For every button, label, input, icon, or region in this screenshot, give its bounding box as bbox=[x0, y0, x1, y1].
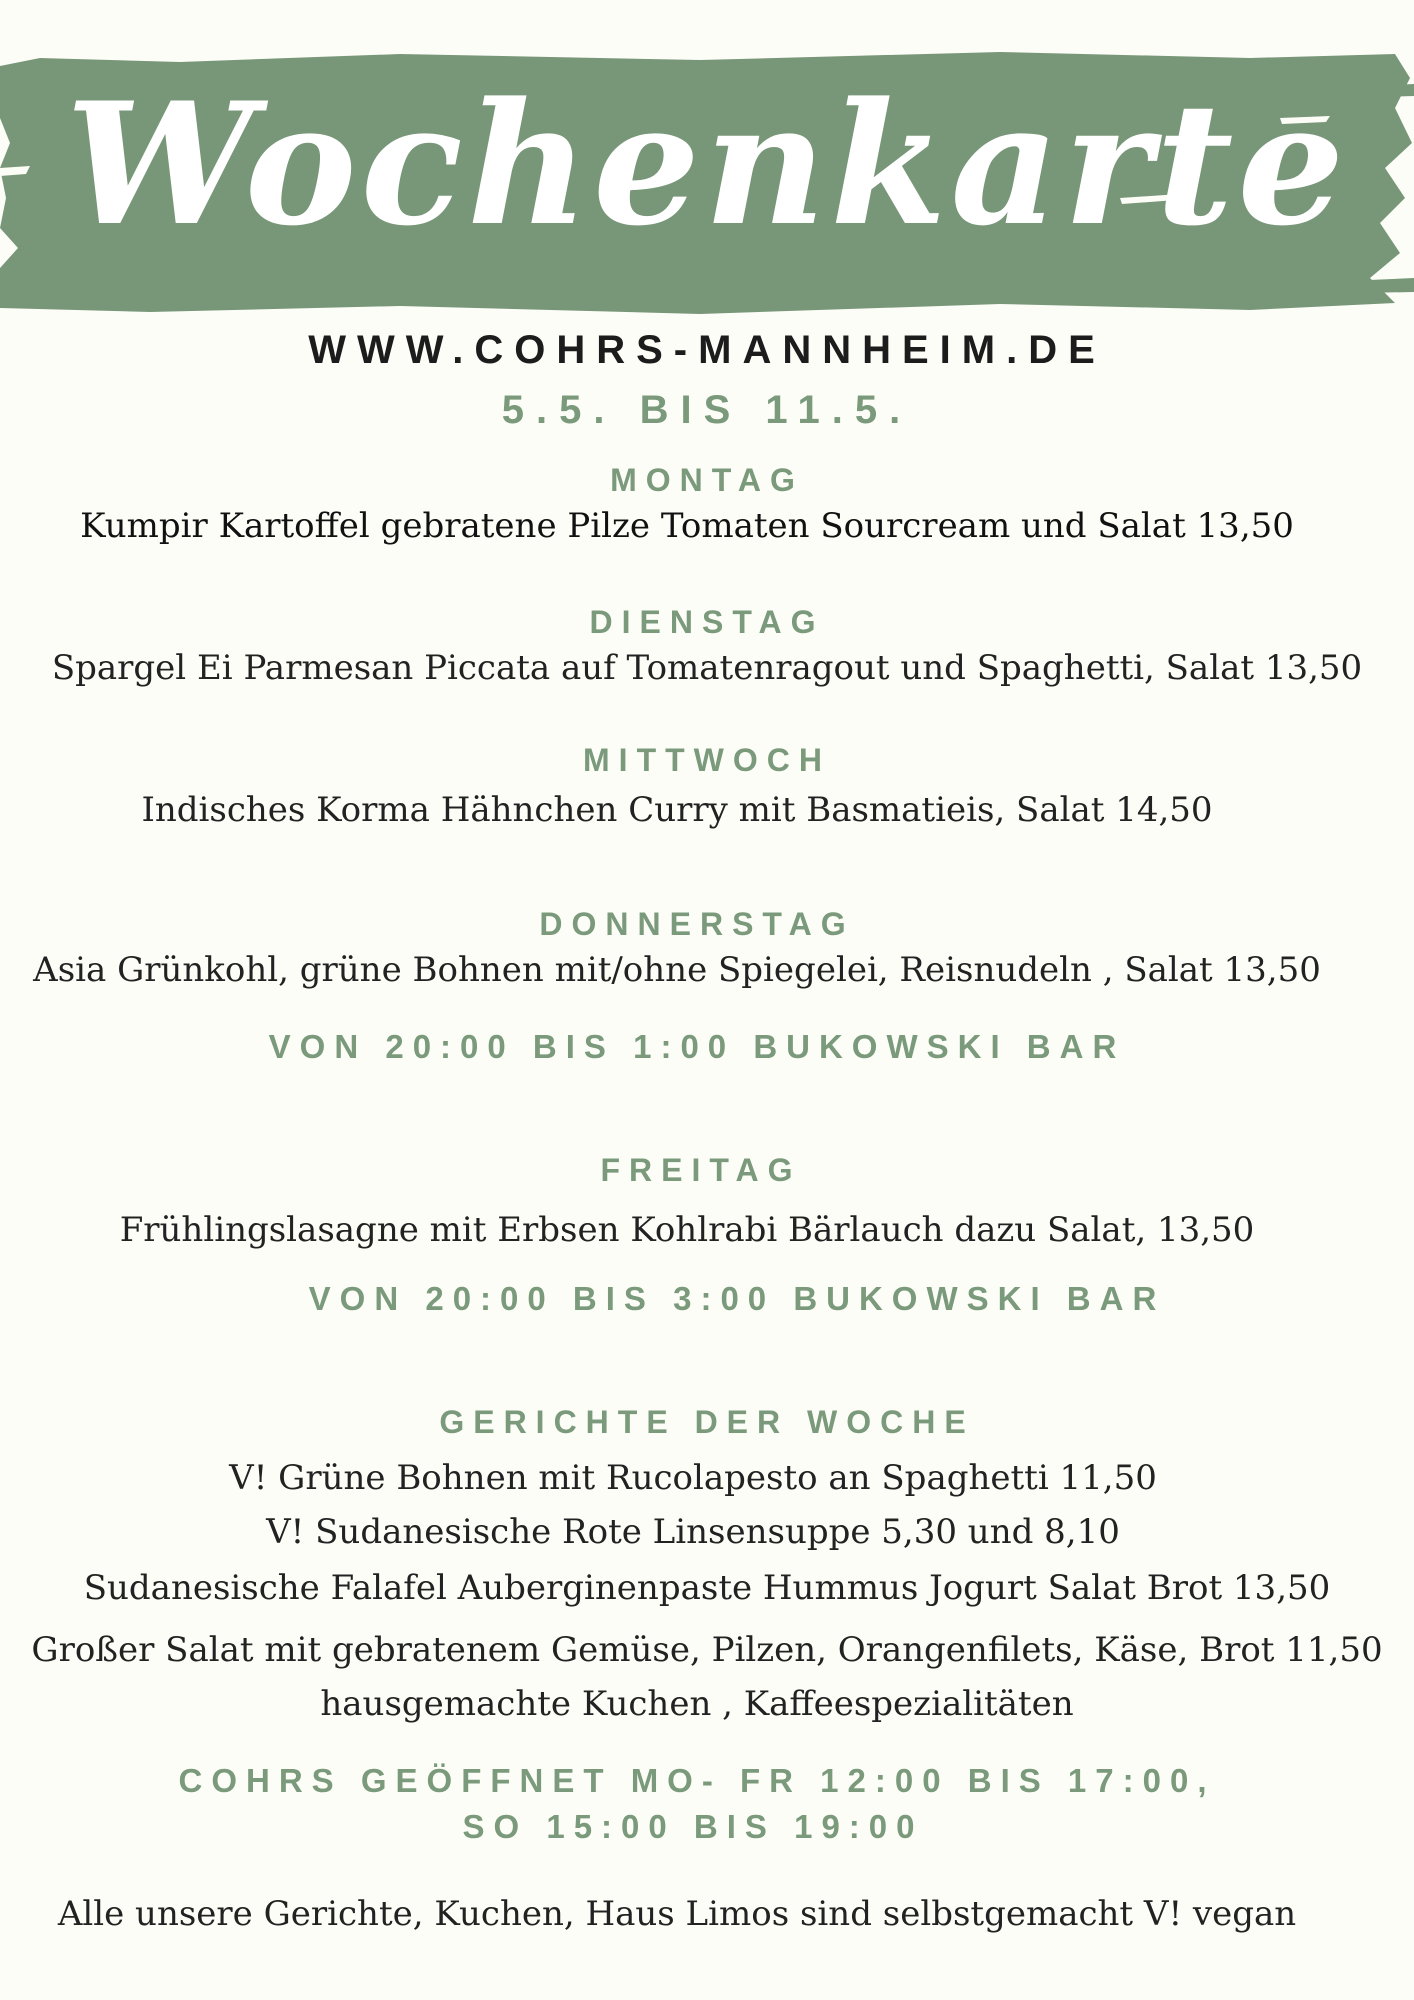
weekly-dish-4: Großer Salat mit gebratenem Gemüse, Pilzen, Orangenfilets, Käse, Brot 11,50 bbox=[31, 1630, 1383, 1670]
footer-note: Alle unsere Gerichte, Kuchen, Haus Limos sind selbstgemacht V! vegan bbox=[57, 1894, 1297, 1934]
weekly-dish-5: hausgemachte Kuchen , Kaffeespezialitäten bbox=[320, 1684, 1074, 1724]
bar-hours-donnerstag: VON 20:00 BIS 1:00 BUKOWSKI BAR bbox=[268, 1028, 1126, 1065]
opening-hours-line2: SO 15:00 BIS 19:00 bbox=[462, 1808, 924, 1845]
bar-hours-freitag: VON 20:00 BIS 3:00 BUKOWSKI BAR bbox=[308, 1280, 1166, 1317]
weekly-dish-2: V! Sudanesische Rote Linsensuppe 5,30 und 8,10 bbox=[266, 1512, 1120, 1552]
day-heading-mittwoch: MITTWOCH bbox=[583, 742, 831, 778]
day-heading-montag: MONTAG bbox=[610, 462, 804, 498]
dish-freitag: Frühlingslasagne mit Erbsen Kohlrabi Bärlauch dazu Salat, 13,50 bbox=[119, 1210, 1255, 1250]
dish-mittwoch: Indisches Korma Hähnchen Curry mit Basmatieis, Salat 14,50 bbox=[141, 790, 1213, 830]
day-heading-freitag: FREITAG bbox=[600, 1152, 802, 1188]
weekly-dish-1: V! Grüne Bohnen mit Rucolapesto an Spaghetti 11,50 bbox=[229, 1458, 1157, 1498]
page-title: Wochenkarte bbox=[65, 65, 1349, 263]
day-heading-donnerstag: DONNERSTAG bbox=[539, 906, 855, 942]
dish-montag: Kumpir Kartoffel gebratene Pilze Tomaten Sourcream und Salat 13,50 bbox=[80, 506, 1294, 546]
opening-hours-line1: COHRS GEÖFFNET MO- FR 12:00 BIS 17:00, bbox=[178, 1762, 1216, 1799]
website-url: WWW.COHRS-MANNHEIM.DE bbox=[308, 328, 1106, 372]
dish-donnerstag: Asia Grünkohl, grüne Bohnen mit/ohne Spiegelei, Reisnudeln , Salat 13,50 bbox=[33, 950, 1321, 990]
weekly-dish-3: Sudanesische Falafel Auberginenpaste Hummus Jogurt Salat Brot 13,50 bbox=[83, 1568, 1331, 1608]
date-range: 5.5. BIS 11.5. bbox=[501, 388, 913, 432]
weekly-heading: GERICHTE DER WOCHE bbox=[439, 1404, 975, 1440]
dish-dienstag: Spargel Ei Parmesan Piccata auf Tomatenragout und Spaghetti, Salat 13,50 bbox=[51, 648, 1363, 688]
day-heading-dienstag: DIENSTAG bbox=[589, 604, 825, 640]
